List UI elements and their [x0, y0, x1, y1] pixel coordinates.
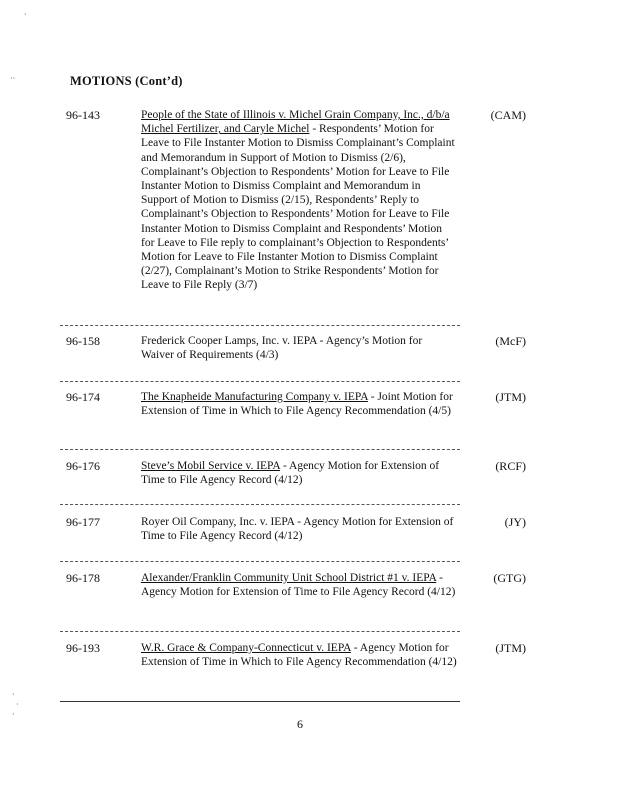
entry-divider — [60, 701, 460, 702]
scan-speck: · — [24, 10, 27, 19]
motion-text: Royer Oil Company, Inc. v. IEPA - Agency Motion for Extension of Time to File Agency Record (4/12) — [141, 516, 454, 543]
motion-description — [141, 459, 457, 487]
docket-number: 96-193 — [66, 641, 100, 655]
entry-divider — [60, 381, 460, 382]
hearing-officer-initials: (CAM) — [490, 108, 526, 122]
hearing-officer-initials: (GTG) — [493, 571, 526, 585]
motion-text: - Agency Motion for Extension of Time to File Agency Record (4/12) — [141, 460, 440, 487]
entry-divider — [60, 631, 460, 632]
docket-number: 96-143 — [66, 108, 100, 122]
scan-speck: ·· — [10, 74, 16, 83]
docket-number: 96-177 — [66, 515, 100, 529]
hearing-officer-initials: (JY) — [504, 515, 526, 529]
scan-speck: · — [16, 700, 19, 709]
motion-description — [141, 641, 457, 669]
entry-divider — [60, 449, 460, 450]
docket-number: 96-176 — [66, 459, 100, 473]
case-name: Alexander/Franklin Community Unit School District #1 v. IEPA — [141, 572, 437, 584]
motion-text: - Agency Motion for Extension of Time to File Agency Record (4/12) — [141, 572, 456, 599]
entry-divider — [60, 561, 460, 562]
motion-description — [141, 571, 457, 599]
scan-speck: · — [12, 690, 15, 699]
motion-text: - Agency Motion for Extension of Time in Which to File Agency Recommendation (4/12) — [141, 642, 457, 669]
docket-number: 96-158 — [66, 334, 100, 348]
page-number: 6 — [297, 717, 303, 731]
case-name: The Knapheide Manufacturing Company v. IEPA — [141, 391, 368, 403]
motion-text: - Joint Motion for Extension of Time in Which to File Agency Recommendation (4/5) — [141, 391, 453, 418]
case-name: People of the State of Illinois v. Michel Grain Company, Inc., d/b/a Michel Fertilizer, and Caryle Michel — [141, 109, 450, 136]
docket-number: 96-178 — [66, 571, 100, 585]
docket-number: 96-174 — [66, 390, 100, 404]
motion-description — [141, 515, 457, 543]
hearing-officer-initials: (RCF) — [495, 459, 526, 473]
motion-description — [141, 334, 457, 362]
hearing-officer-initials: (JTM) — [495, 390, 526, 404]
case-name: W.R. Grace & Company-Connecticut v. IEPA — [141, 642, 351, 654]
motion-text: Frederick Cooper Lamps, Inc. v. IEPA - Agency’s Motion for Waiver of Requirements (4/3) — [141, 335, 423, 362]
motion-description — [141, 390, 457, 418]
motion-text: - Respondents’ Motion for Leave to File Instanter Motion to Dismiss Complainant’s Complaint and Memorandum in Support of Motion to Dismiss (2/6), Complainant’s Objection to Respondents’ Motion for Leave to File Instanter Motion to Dismiss Complaint and Memorandum in Support of Motion to Dismiss (2/15), Respondents’ Reply to Complainant’s Objection to Respondents’ Motion for Leave to File Instanter Motion to Dismiss Complaint and Respondents’ Motion for Leave to File reply to complainant’s Objection to Respondents’ Motion for Leave to File Instanter Motion to Dismiss Complaint (2/27), Complainant’s Motion to Strike Respondents’ Motion for Leave to File Reply (3/7) — [141, 123, 455, 292]
case-name: Steve’s Mobil Service v. IEPA — [141, 460, 281, 472]
scan-speck: · — [12, 710, 15, 719]
entry-divider — [60, 504, 460, 505]
section-heading: MOTIONS (Cont’d) — [70, 74, 183, 88]
entry-divider — [60, 325, 460, 326]
hearing-officer-initials: (JTM) — [495, 641, 526, 655]
hearing-officer-initials: (McF) — [495, 334, 526, 348]
motion-description — [141, 108, 457, 293]
